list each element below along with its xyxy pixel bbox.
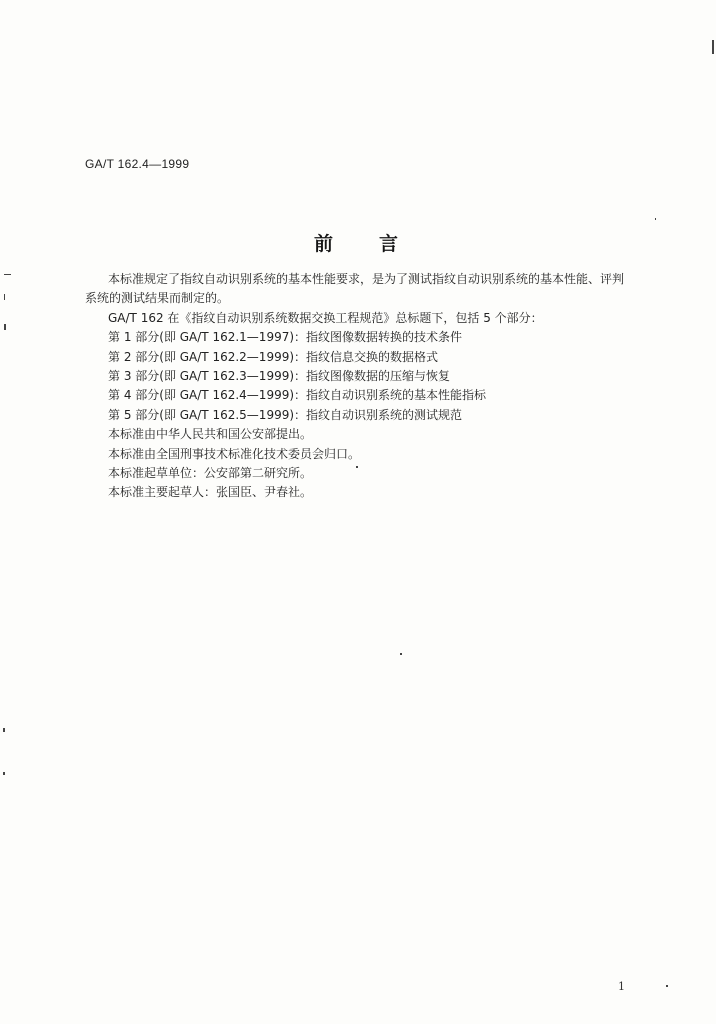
scan-speck [655,218,656,220]
scan-speck [712,40,714,54]
paragraph-line: 第 5 部分(即 GA/T 162.5—1999)：指纹自动识别系统的测试规范 [108,407,463,422]
paragraph-line: 本标准主要起草人：张国臣、尹春社。 [108,485,313,500]
title-char-2: 言 [379,233,399,255]
scan-speck [4,294,5,300]
paragraph-line: 第 3 部分(即 GA/T 162.3—1999)：指纹图像数据的压缩与恢复 [108,369,451,384]
paragraph-line: 系统的测试结果而制定的。 [85,291,230,306]
paragraph-line: 第 1 部分(即 GA/T 162.1—1997)：指纹图像数据转换的技术条件 [108,330,463,345]
document-code: GA/T 162.4—1999 [85,157,190,171]
paragraph-line: 本标准由全国刑事技术标准化技术委员会归口。 [108,446,361,461]
paragraph-line: 第 4 部分(即 GA/T 162.4—1999)：指纹自动识别系统的基本性能指标 [108,388,487,403]
paragraph-line: 本标准由中华人民共和国公安部提出。 [108,427,313,442]
scan-speck [400,653,402,655]
scan-speck [356,466,358,468]
page-number: 1 [618,980,625,993]
paragraph-line: GA/T 162 在《指纹自动识别系统数据交换工程规范》总标题下，包括 5 个部分： [108,310,543,325]
preface-body [85,270,645,503]
scan-speck [666,985,668,987]
scan-speck [3,772,5,775]
paragraph-line: 本标准起草单位：公安部第二研究所。 [108,466,313,481]
paragraph-line: 第 2 部分(即 GA/T 162.2—1999)：指纹信息交换的数据格式 [108,349,439,364]
title-char-1: 前 [314,233,334,255]
scan-speck [4,324,6,330]
scan-speck [3,728,5,732]
paragraph-line: 本标准规定了指纹自动识别系统的基本性能要求，是为了测试指纹自动识别系统的基本性能、评判 [108,272,625,286]
scan-speck [4,274,11,275]
